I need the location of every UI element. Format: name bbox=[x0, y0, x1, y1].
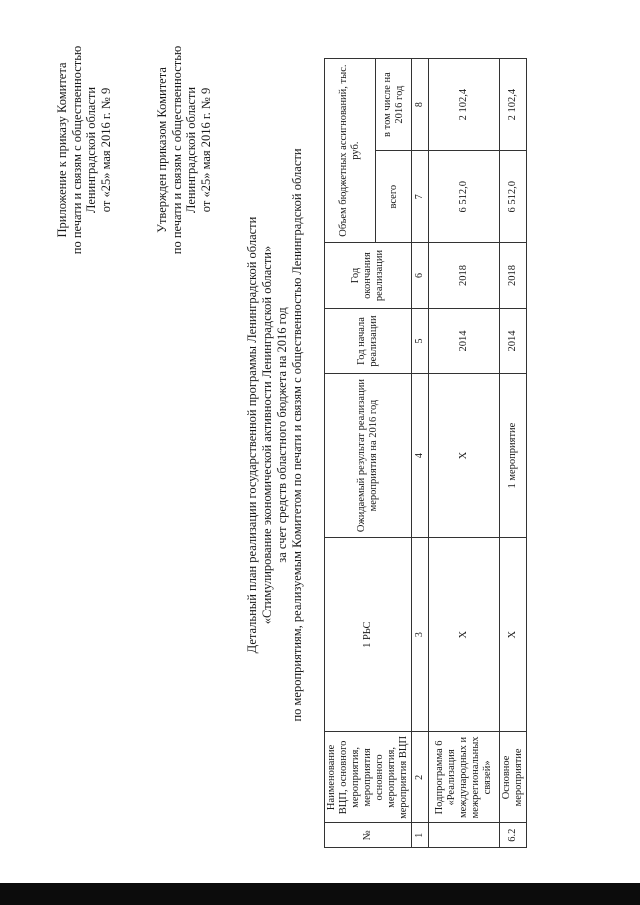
document-title bbox=[245, 0, 305, 870]
row-total: 6 512,0 bbox=[500, 151, 527, 243]
table-row bbox=[429, 59, 500, 848]
header-result: Ожидаемый результат реализации мероприятия на 2016 год bbox=[325, 374, 412, 538]
row-end-year: 2018 bbox=[500, 243, 527, 308]
approval-line: Ленинградской области bbox=[184, 86, 198, 214]
approval-line: Ленинградской области bbox=[84, 86, 98, 214]
header-2016: в том числе на 2016 год bbox=[376, 59, 412, 151]
row-result: X bbox=[429, 374, 500, 538]
row-2016: 2 102,4 bbox=[429, 59, 500, 151]
row-start-year: 2014 bbox=[500, 308, 527, 373]
column-number: 1 bbox=[412, 823, 429, 848]
table-row bbox=[500, 59, 527, 848]
title-line: «Стимулирование экономической активности Ленинградской области» bbox=[260, 245, 274, 625]
approval-note-appendix bbox=[55, 15, 113, 285]
column-number: 7 bbox=[412, 151, 429, 243]
title-line: за счет средств областного бюджета на 2016 год bbox=[275, 307, 289, 563]
approval-line: Приложение к приказу Комитета bbox=[55, 62, 69, 238]
header-total: всего bbox=[376, 151, 412, 243]
approval-line: по печати и связям с общественностью bbox=[69, 45, 84, 255]
row-name: Основное мероприятие bbox=[500, 732, 527, 823]
approval-line: по печати и связям с общественностью bbox=[169, 45, 184, 255]
row-2016: 2 102,4 bbox=[500, 59, 527, 151]
title-line: по мероприятиям, реализуемым Комитетом по печати и связям с общественностью Ленинградской области bbox=[290, 148, 304, 722]
header-funding: Объем бюджетных ассигнований, тыс. руб. bbox=[325, 59, 376, 243]
row-number: 6.2 bbox=[500, 823, 527, 848]
approval-line: Утвержден приказом Комитета bbox=[155, 67, 169, 233]
title-line: Детальный план реализации государственной программы Ленинградской области bbox=[245, 216, 259, 654]
row-col3: X bbox=[429, 537, 500, 731]
column-number: 3 bbox=[412, 537, 429, 731]
header-number: № bbox=[325, 823, 412, 848]
row-end-year: 2018 bbox=[429, 243, 500, 308]
header-name: Наименование ВЦП, основного мероприятия, мероприятия основного мероприятия, мероприятия ВЦП bbox=[325, 732, 412, 823]
row-start-year: 2014 bbox=[429, 308, 500, 373]
approval-line: от «25» мая 2016 г. № 9 bbox=[198, 87, 213, 213]
column-number: 8 bbox=[412, 59, 429, 151]
column-numbers-row bbox=[412, 59, 429, 848]
column-number: 4 bbox=[412, 374, 429, 538]
row-number bbox=[429, 823, 500, 848]
header-end-year: Год окончания реализации bbox=[325, 243, 412, 308]
column-number: 2 bbox=[412, 732, 429, 823]
approval-note-approved bbox=[155, 15, 213, 285]
scan-bottom-border bbox=[0, 883, 640, 905]
row-name: Подпрограмма 6 «Реализация международных и межрегиональных связей» bbox=[429, 732, 500, 823]
column-number: 5 bbox=[412, 308, 429, 373]
row-total: 6 512,0 bbox=[429, 151, 500, 243]
approval-line: от «25» мая 2016 г. № 9 bbox=[98, 87, 113, 213]
header-col3: 1 РЬС bbox=[325, 537, 412, 731]
header-start-year: Год начала реализации bbox=[325, 308, 412, 373]
plan-table bbox=[324, 58, 527, 848]
column-number: 6 bbox=[412, 243, 429, 308]
row-col3: X bbox=[500, 537, 527, 731]
table-header-row bbox=[325, 59, 376, 848]
row-result: 1 мероприятие bbox=[500, 374, 527, 538]
